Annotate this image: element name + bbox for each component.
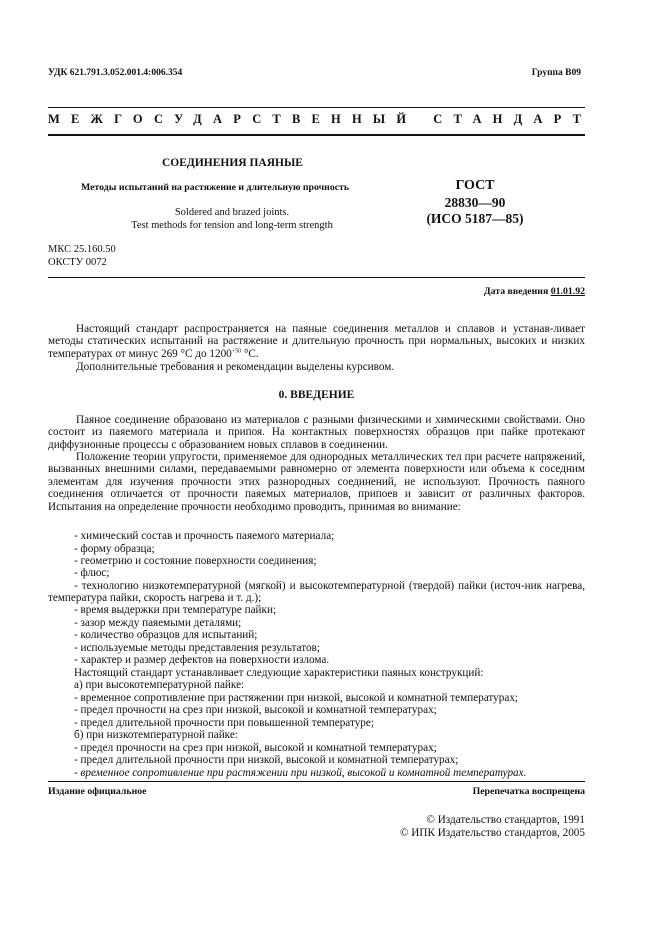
list-item: - зазор между паяемыми деталями; <box>74 617 242 629</box>
footer-rule <box>48 781 585 782</box>
list-item: - предел длительной прочности при низкой, высокой и комнатной температурах; <box>74 754 459 766</box>
section-heading: 0. ВВЕДЕНИЕ <box>278 389 355 401</box>
list-item: - характер и размер дефектов на поверхности излома. <box>74 654 330 666</box>
list-item: - предел прочности на срез при низкой, высокой и комнатной температурах; <box>74 742 437 754</box>
copyright-2005: © ИПК Издательство стандартов, 2005 <box>399 827 585 839</box>
iso-number: (ИСО 5187—85) <box>426 211 524 226</box>
title-en-line2: Test methods for tension and long-term strength <box>131 220 333 231</box>
intro-paragraph-1: Паяное соединение образовано из материалов с разными физическими и химическими свойствами. Оно состоит из паяемого материала и припоя. На контактных поверхностях образцов при пайке протекают диффузионные процессы с образованием новых сплавов в соединении. <box>48 414 585 451</box>
udk-code: УДК 621.791.3.052.001.4:006.354 <box>48 68 183 78</box>
list-item: - количество образцов для испытаний; <box>74 629 258 641</box>
intro-date-label: Дата введения <box>483 286 549 297</box>
list-item: - время выдержки при температуре пайки; <box>74 604 277 616</box>
preamble-paragraph: Настоящий стандарт распространяется на паяные соединения металлов и сплавов и устанав-ливает методы статических испытаний на растяжение и длительную прочность при нормальных, высоких и низких температурах от минус 269 °С до $1200^{+50}$ °С. <box>48 323 585 360</box>
list-item: - геометрию и состояние поверхности соединения; <box>74 555 317 567</box>
list-item: - флюс; <box>74 567 110 579</box>
list-item-technology: - технологию низкотемпературной (мягкой) и высокотемпературной (твердой) пайки (источ-ник нагрева, температура пайки, скорость нагрева и т. д.); <box>48 580 585 605</box>
intro-paragraph-2: Положение теории упругости, применяемое для однородных металлических тел при расчете напряжений, вызванных внешними силами, передаваемыми равномерно от элемента поверхности или объема к соседним элементам для изучения прочности этих разнородных соединений, не используют. Прочность паяного соединения отличается от прочности паяемых материалов, припоев и зависит от различных факторов. Испытания на определение прочности необходимо проводить, принимая во внимание: <box>48 451 585 513</box>
mks-code: МКС 25.160.50 <box>48 244 116 255</box>
list-item: - предел прочности на срез при низкой, высокой и комнатной температурах; <box>74 704 437 716</box>
codes-rule <box>48 277 585 278</box>
intro-date-value: 01.01.92 <box>550 286 585 297</box>
group-a-heading: а) при высокотемпературной пайке: <box>74 679 245 691</box>
list-item: - предел длительной прочности при повышенной температуре; <box>74 717 374 729</box>
list-item: - химический состав и прочность паяемого материала; <box>74 530 335 542</box>
list-item-italic: - временное сопротивление при растяжении при низкой, высокой и комнатной температурах. <box>74 767 527 779</box>
banner-top-rule <box>48 107 585 108</box>
characteristics-intro: Настоящий стандарт устанавливает следующие характеристики паяных конструкций: <box>74 667 484 679</box>
official-edition: Издание официальное <box>48 786 147 797</box>
gost-label: ГОСТ <box>455 178 495 193</box>
temperature-tolerance: +50 <box>231 348 242 355</box>
standard-banner <box>48 112 593 127</box>
copyright-1991: © Издательство стандартов, 1991 <box>426 814 585 826</box>
group-code: Группа В09 <box>531 68 581 78</box>
group-b-heading: б) при низкотемпературной пайке: <box>74 729 238 741</box>
list-item: - временное сопротивление при растяжении при низкой, высокой и комнатной температурах; <box>74 692 519 704</box>
preamble-note: Дополнительные требования и рекомендации выделены курсивом. <box>76 361 395 373</box>
reprint-notice: Перепечатка воспрещена <box>472 786 585 797</box>
title-ru-main: СОЕДИНЕНИЯ ПАЯНЫЕ <box>162 157 303 169</box>
banner-bottom-rule <box>48 134 585 136</box>
banner-right: СТАНДАРТ <box>433 112 593 126</box>
okstu-code: ОКСТУ 0072 <box>48 257 107 268</box>
title-en-line1: Soldered and brazed joints. <box>174 207 290 218</box>
list-item: - форму образца; <box>74 543 155 555</box>
list-item: - используемые методы представления результатов; <box>74 642 320 654</box>
banner-left: МЕЖГОСУДАРСТВЕННЫЙ <box>48 112 418 126</box>
title-ru-sub: Методы испытаний на растяжение и длительную прочность <box>81 182 350 193</box>
intro-date <box>484 286 585 297</box>
gost-number: 28830—90 <box>444 195 506 210</box>
